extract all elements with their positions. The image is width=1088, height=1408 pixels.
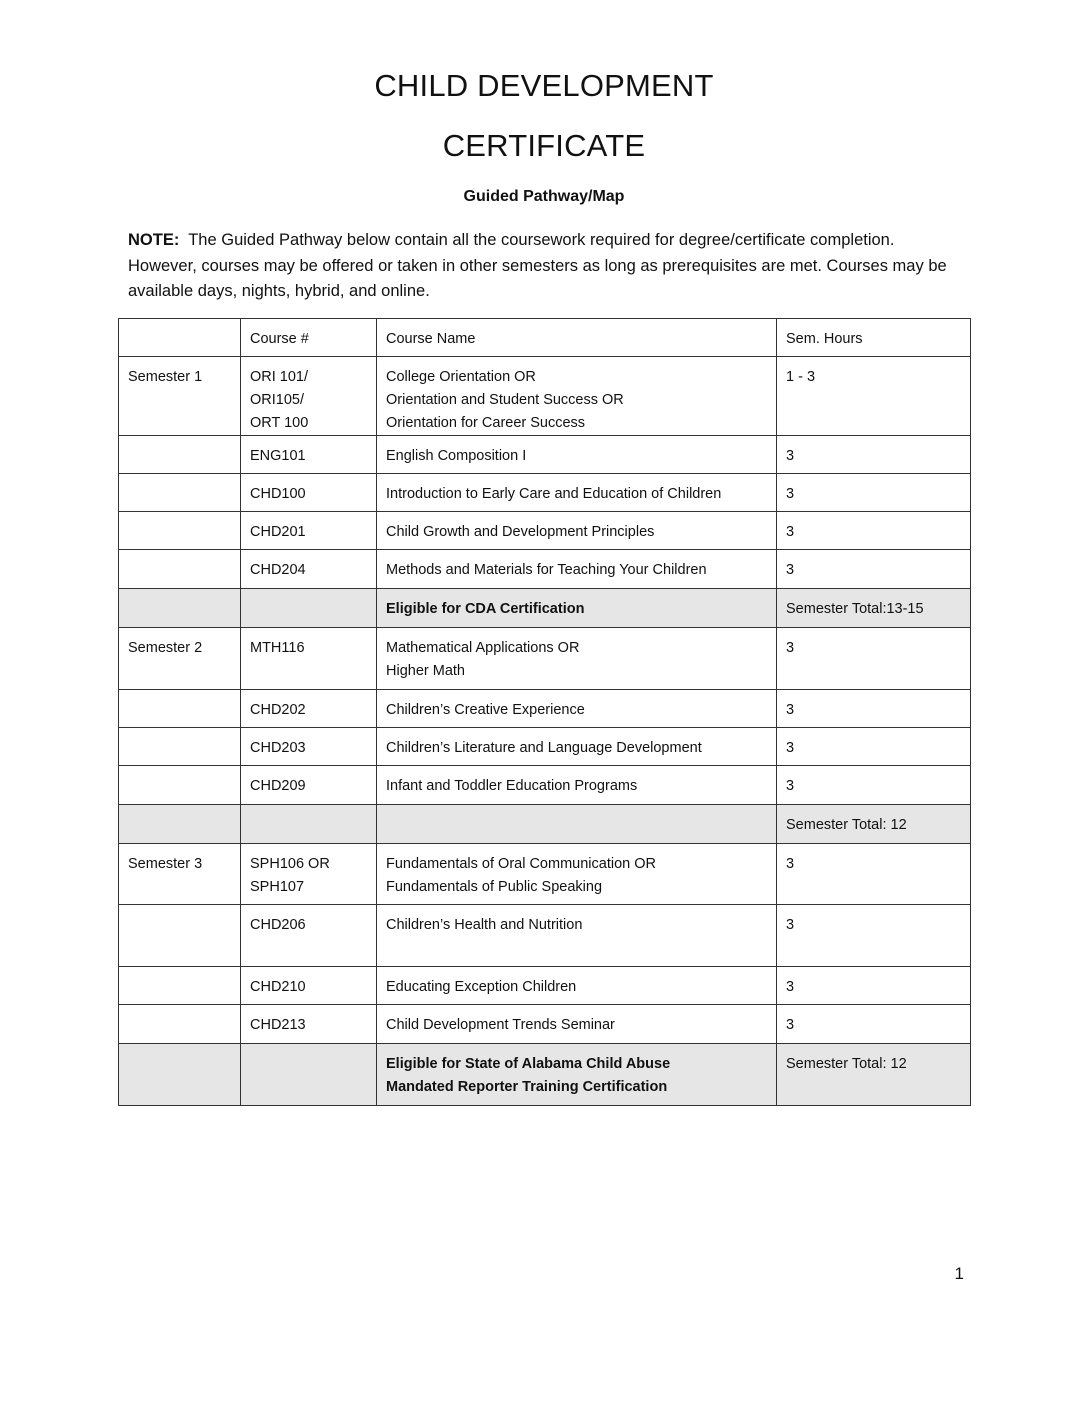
course-name-cell: [377, 589, 777, 628]
course-line: CHD209: [250, 778, 306, 794]
table-row: [119, 728, 971, 766]
sem-hours-cell: 3: [777, 436, 971, 474]
course-line: ORI 101/: [250, 369, 309, 385]
course-number-cell: [241, 436, 377, 474]
course-number-cell: [241, 357, 377, 436]
course-name-cell: [377, 436, 777, 474]
column-header: Course Name: [377, 319, 777, 357]
course-number-cell: [241, 844, 377, 905]
course-line: CHD100: [250, 486, 306, 502]
name-line: Children’s Creative Experience: [386, 702, 585, 718]
table-row: [119, 905, 971, 967]
course-number-cell: [241, 905, 377, 967]
sem-hours-cell: Semester Total: 12: [777, 805, 971, 844]
course-line: CHD206: [250, 917, 306, 933]
sem-hours-cell: 3: [777, 550, 971, 589]
course-name-cell: [377, 766, 777, 805]
sem-hours-cell: 3: [777, 844, 971, 905]
course-name-cell: [377, 628, 777, 690]
semester-cell: [119, 1044, 241, 1106]
course-line: SPH107: [250, 879, 305, 895]
page-title-line-1: CHILD DEVELOPMENT: [374, 68, 714, 103]
table-row: [119, 1005, 971, 1044]
course-line: CHD201: [250, 524, 306, 540]
table-header-row: [119, 319, 971, 357]
course-number-cell: [241, 690, 377, 728]
course-name-cell: [377, 1005, 777, 1044]
name-line: English Composition I: [386, 448, 527, 464]
semester-total-row: [119, 805, 971, 844]
course-number-cell: [241, 967, 377, 1005]
semester-cell: [119, 1005, 241, 1044]
course-number-cell: [241, 589, 377, 628]
table-row: [119, 628, 971, 690]
column-header: Sem. Hours: [777, 319, 971, 357]
course-number-cell: [241, 512, 377, 550]
course-name-cell: [377, 550, 777, 589]
name-line: Orientation for Career Success: [386, 415, 586, 431]
sem-hours-cell: Semester Total:13-15: [777, 589, 971, 628]
pathway-table: [118, 318, 971, 1106]
course-line: ENG101: [250, 448, 306, 464]
course-name-cell: [377, 805, 777, 844]
course-number-cell: [241, 805, 377, 844]
course-name-cell: [377, 905, 777, 967]
sem-hours-cell: 3: [777, 766, 971, 805]
name-line: Introduction to Early Care and Education of Children: [386, 486, 722, 502]
course-name-cell: [377, 690, 777, 728]
course-line: ORT 100: [250, 415, 309, 431]
table-row: [119, 766, 971, 805]
name-line: Children’s Literature and Language Development: [386, 740, 702, 756]
course-line: MTH116: [250, 640, 305, 656]
name-line: Infant and Toddler Education Programs: [386, 778, 638, 794]
course-number-cell: [241, 474, 377, 512]
note-label: NOTE:: [128, 231, 180, 249]
semester-cell: Semester 2: [119, 628, 241, 690]
semester-cell: [119, 474, 241, 512]
course-name-cell: [377, 512, 777, 550]
course-name-cell: [377, 728, 777, 766]
course-number-cell: [241, 766, 377, 805]
sem-hours-cell: 3: [777, 628, 971, 690]
table-row: [119, 690, 971, 728]
course-number-cell: [241, 728, 377, 766]
table-row: [119, 512, 971, 550]
sem-hours-cell: Semester Total: 12: [777, 1044, 971, 1106]
sem-hours-cell: 3: [777, 512, 971, 550]
semester-cell: [119, 589, 241, 628]
semester-cell: [119, 905, 241, 967]
sem-hours-cell: 3: [777, 474, 971, 512]
course-number-cell: [241, 550, 377, 589]
name-line: Child Growth and Development Principles: [386, 524, 655, 540]
course-number-cell: [241, 628, 377, 690]
table-row: [119, 357, 971, 436]
course-number-cell: [241, 1044, 377, 1106]
page-number: 1: [954, 1264, 964, 1283]
name-line: College Orientation OR: [386, 369, 536, 385]
sem-hours-cell: 3: [777, 967, 971, 1005]
course-line: ORI105/: [250, 392, 304, 408]
name-line: Higher Math: [386, 663, 465, 679]
table-row: [119, 474, 971, 512]
sem-hours-cell: 3: [777, 1005, 971, 1044]
note-text: The Guided Pathway below contain all the coursework required for degree/certificate completion. However, courses may be offered or taken in other semesters as long as prerequisites are met. Courses may be available days, nights, hybrid, and online.: [128, 231, 947, 300]
name-line: Eligible for CDA Certification: [386, 601, 585, 617]
sem-hours-cell: 3: [777, 905, 971, 967]
course-line: CHD210: [250, 979, 306, 995]
table-row: [119, 436, 971, 474]
table-row: [119, 550, 971, 589]
name-line: Mandated Reporter Training Certification: [386, 1079, 668, 1095]
name-line: Educating Exception Children: [386, 979, 577, 995]
name-line: Child Development Trends Seminar: [386, 1017, 615, 1033]
name-line: Children’s Health and Nutrition: [386, 917, 583, 933]
semester-cell: [119, 805, 241, 844]
semester-cell: [119, 728, 241, 766]
page-title-line-2: CERTIFICATE: [442, 128, 646, 163]
table-row: [119, 844, 971, 905]
column-header: [119, 319, 241, 357]
course-line: CHD203: [250, 740, 306, 756]
note-paragraph: [128, 228, 958, 305]
name-line: Orientation and Student Success OR: [386, 392, 624, 408]
semester-cell: [119, 512, 241, 550]
name-line: Mathematical Applications OR: [386, 640, 580, 656]
course-line: SPH106 OR: [250, 856, 330, 872]
course-name-cell: [377, 844, 777, 905]
column-header: Course #: [241, 319, 377, 357]
name-line: Fundamentals of Public Speaking: [386, 879, 603, 895]
course-name-cell: [377, 357, 777, 436]
semester-cell: Semester 1: [119, 357, 241, 436]
course-line: CHD213: [250, 1017, 306, 1033]
sem-hours-cell: 3: [777, 690, 971, 728]
sem-hours-cell: 1 - 3: [777, 357, 971, 436]
semester-cell: Semester 3: [119, 844, 241, 905]
course-line: CHD202: [250, 702, 306, 718]
course-line: CHD204: [250, 562, 306, 578]
semester-cell: [119, 766, 241, 805]
course-name-cell: [377, 1044, 777, 1106]
semester-total-row: [119, 589, 971, 628]
course-name-cell: [377, 967, 777, 1005]
name-line: Eligible for State of Alabama Child Abuse: [386, 1056, 671, 1072]
name-line: Fundamentals of Oral Communication OR: [386, 856, 656, 872]
course-name-cell: [377, 474, 777, 512]
sem-hours-cell: 3: [777, 728, 971, 766]
semester-cell: [119, 690, 241, 728]
course-number-cell: [241, 1005, 377, 1044]
semester-cell: [119, 967, 241, 1005]
name-line: Methods and Materials for Teaching Your Children: [386, 562, 707, 578]
page-subtitle: Guided Pathway/Map: [463, 188, 625, 205]
table-row: [119, 967, 971, 1005]
semester-cell: [119, 550, 241, 589]
semester-cell: [119, 436, 241, 474]
semester-total-row: [119, 1044, 971, 1106]
